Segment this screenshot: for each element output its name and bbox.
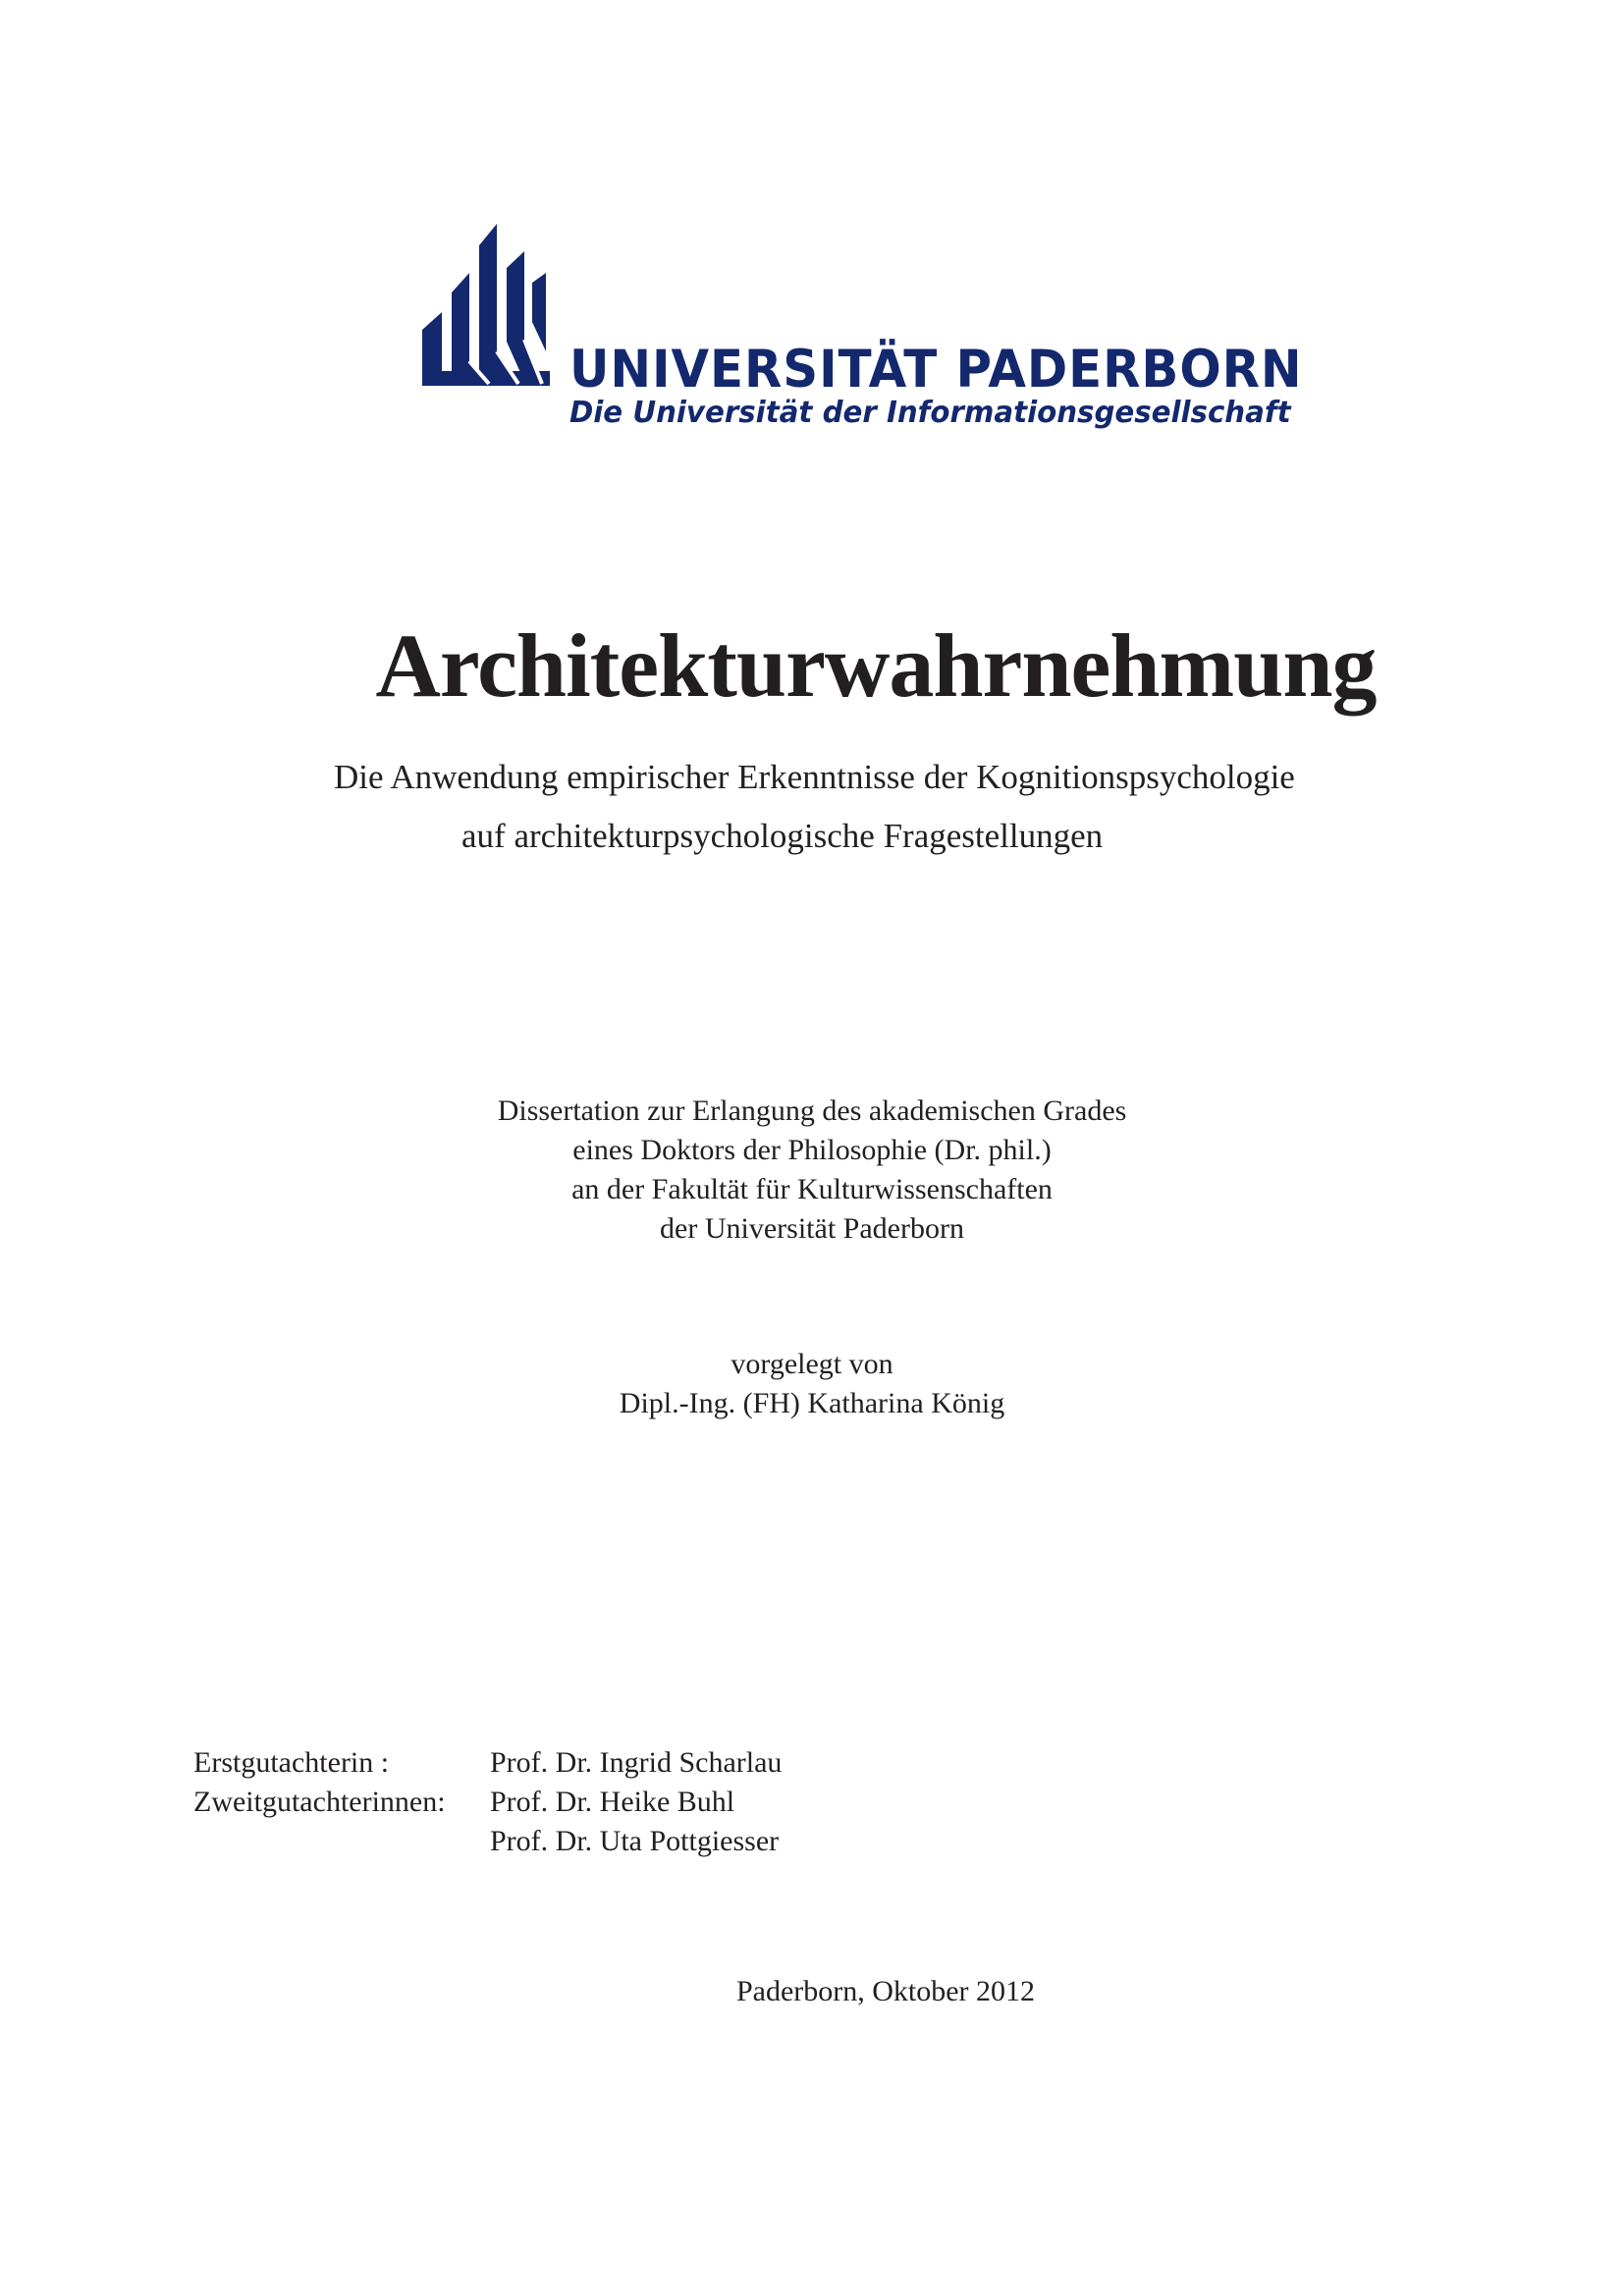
reviewer-role: Zweitgutachterinnen: (193, 1786, 446, 1818)
university-logo (422, 224, 1303, 435)
reviewer-name: Prof. Dr. Heike Buhl (490, 1786, 735, 1818)
reviewer-role (193, 1822, 490, 1861)
dissertation-line: Dissertation zur Erlangung des akademischen Grades (497, 1095, 1127, 1127)
subtitle-line-2: auf architekturpsychologische Fragestellungen (461, 817, 1104, 855)
subtitle-line-1: Die Anwendung empirischer Erkenntnisse der Kognitionspsychologie (334, 758, 1295, 796)
reviewer-row (193, 1743, 782, 1783)
university-emblem-icon (422, 224, 550, 386)
dissertation-line: an der Fakultät für Kulturwissenschaften (571, 1173, 1053, 1205)
submitted-by (0, 1345, 1624, 1423)
dissertation-line: der Universität Paderborn (660, 1212, 964, 1245)
reviewer-name: Prof. Dr. Uta Pottgiesser (490, 1825, 780, 1857)
university-tagline: Die Universität der Informationsgesellschaft (569, 396, 1291, 430)
reviewer-role: Erstgutachterin : (193, 1746, 390, 1779)
dissertation-line: eines Doktors der Philosophie (Dr. phil.) (572, 1134, 1052, 1166)
reviewer-row (193, 1822, 782, 1861)
reviewer-name: Prof. Dr. Ingrid Scharlau (490, 1746, 783, 1779)
place-and-date: Paderborn, Oktober 2012 (735, 1975, 1036, 2007)
dissertation-statement (0, 1092, 1624, 1249)
author-name: Dipl.-Ing. (FH) Katharina König (619, 1387, 1005, 1419)
document-title: Architekturwahrnehmung (375, 615, 1377, 716)
reviewer-row (193, 1783, 782, 1822)
reviewers-list (193, 1743, 782, 1861)
university-name: UNIVERSITÄT PADERBORN (569, 340, 1303, 400)
submitted-label: vorgelegt von (731, 1348, 893, 1380)
